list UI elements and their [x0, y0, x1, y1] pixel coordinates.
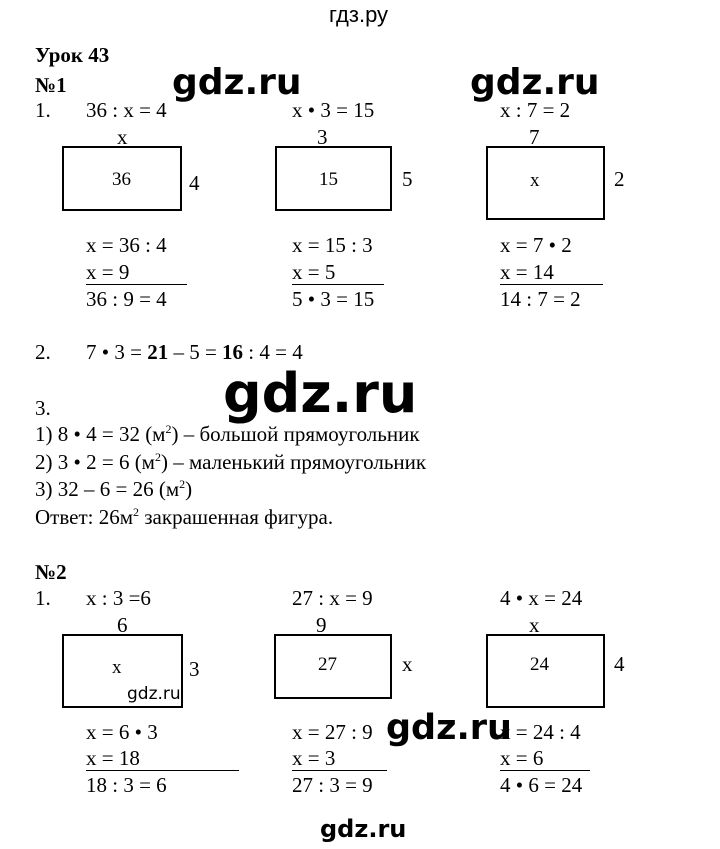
task1-c2-underline — [292, 284, 384, 285]
task1-c3-side: 2 — [614, 167, 625, 191]
task2-c1-check: 18 : 3 = 6 — [86, 773, 167, 797]
watermark-3: gdz.ru — [223, 362, 418, 425]
task1-c3-rectangle — [486, 146, 605, 220]
task1-c1-top: x — [117, 125, 128, 149]
task1-c1-check: 36 : 9 = 4 — [86, 287, 167, 311]
watermark-6: gdz.ru — [320, 815, 407, 843]
task2-c2-answer: x = 3 — [292, 746, 336, 770]
task2-c2-rectangle — [274, 634, 392, 699]
task2-c1-side: 3 — [189, 657, 200, 681]
site-header: гдз.ру — [329, 2, 389, 27]
task2-c1-top: 6 — [117, 613, 128, 637]
task1-part3-line3: 3) 32 – 6 = 26 $(м^2)$ — [35, 477, 193, 501]
watermark-2: gdz.ru — [470, 62, 600, 103]
watermark-4: gdz.ru — [127, 684, 181, 704]
task2-c3-equation: 4 • x = 24 — [500, 586, 583, 610]
task2-c2-inside: 27 — [318, 654, 337, 675]
task2-c1-underline — [86, 770, 239, 771]
task2-c2-top: 9 — [316, 613, 327, 637]
task1-part2-number: 2. — [35, 340, 51, 364]
task2-c1-solution: x = 6 • 3 — [86, 720, 158, 744]
task2-c3-answer: x = 6 — [500, 746, 544, 770]
task1-c1-answer: x = 9 — [86, 260, 130, 284]
task2-c3-check: 4 • 6 = 24 — [500, 773, 583, 797]
task2-label: №2 — [35, 560, 67, 584]
task2-c1-equation: x : 3 =6 — [86, 586, 151, 610]
task1-c2-side: 5 — [402, 167, 413, 191]
task1-part3-answer: Ответ: $26м^2$ закрашенная фигура. — [35, 505, 334, 529]
task1-c2-top: 3 — [317, 125, 328, 149]
task2-c3-top: x — [529, 613, 540, 637]
task1-c3-equation: x : 7 = 2 — [500, 98, 571, 122]
task1-c3-inside: x — [530, 170, 540, 191]
task2-c2-side: x — [402, 652, 413, 676]
task2-c3-inside: 24 — [530, 654, 549, 675]
watermark-5: gdz.ru — [386, 708, 512, 748]
task1-c3-solution: x = 7 • 2 — [500, 233, 572, 257]
task1-part3-line1: 1) 8 • 4 = 32 $(м^2)$ – большой прямоугольник — [35, 422, 420, 446]
task1-c1-solution: x = 36 : 4 — [86, 233, 167, 257]
task1-c2-equation: x • 3 = 15 — [292, 98, 375, 122]
task1-c2-check: 5 • 3 = 15 — [292, 287, 375, 311]
task1-c3-top: 7 — [529, 125, 540, 149]
task1-label: №1 — [35, 73, 67, 97]
task1-c2-solution: x = 15 : 3 — [292, 233, 373, 257]
task1-c3-check: 14 : 7 = 2 — [500, 287, 581, 311]
task2-c3-solution: x = 24 : 4 — [500, 720, 581, 744]
task1-c2-answer: x = 5 — [292, 260, 336, 284]
task1-part3-line2: 2) 3 • 2 = 6 $(м^2)$ – маленький прямоугольник — [35, 450, 427, 474]
task2-c3-underline — [500, 770, 590, 771]
task1-c1-side: 4 — [189, 171, 200, 195]
task1-c1-underline — [86, 284, 187, 285]
task1-c2-inside: 15 — [319, 169, 338, 190]
lesson-title: Урок 43 — [35, 43, 110, 67]
task1-c1-inside: 36 — [112, 169, 131, 190]
task1-part1-number: 1. — [35, 98, 51, 122]
task2-part1-number: 1. — [35, 586, 51, 610]
task2-c1-answer: x = 18 — [86, 746, 140, 770]
task2-c2-equation: 27 : x = 9 — [292, 586, 373, 610]
task2-c3-side: 4 — [614, 652, 625, 676]
task2-c2-solution: x = 27 : 9 — [292, 720, 373, 744]
task1-c1-rectangle — [62, 146, 182, 211]
watermark-1: gdz.ru — [172, 62, 302, 103]
task1-part2-expression: 7 • 3 = 21 – 5 = 16 : 4 = 4 — [86, 340, 303, 364]
task1-c2-rectangle — [275, 146, 392, 211]
task2-c3-rectangle — [486, 634, 605, 708]
task1-c1-equation: 36 : x = 4 — [86, 98, 167, 122]
task1-c3-answer: x = 14 — [500, 260, 554, 284]
task2-c2-underline — [292, 770, 387, 771]
task1-c3-underline — [500, 284, 603, 285]
task1-part3-number: 3. — [35, 396, 51, 420]
task2-c1-inside: x — [112, 657, 122, 678]
task2-c2-check: 27 : 3 = 9 — [292, 773, 373, 797]
